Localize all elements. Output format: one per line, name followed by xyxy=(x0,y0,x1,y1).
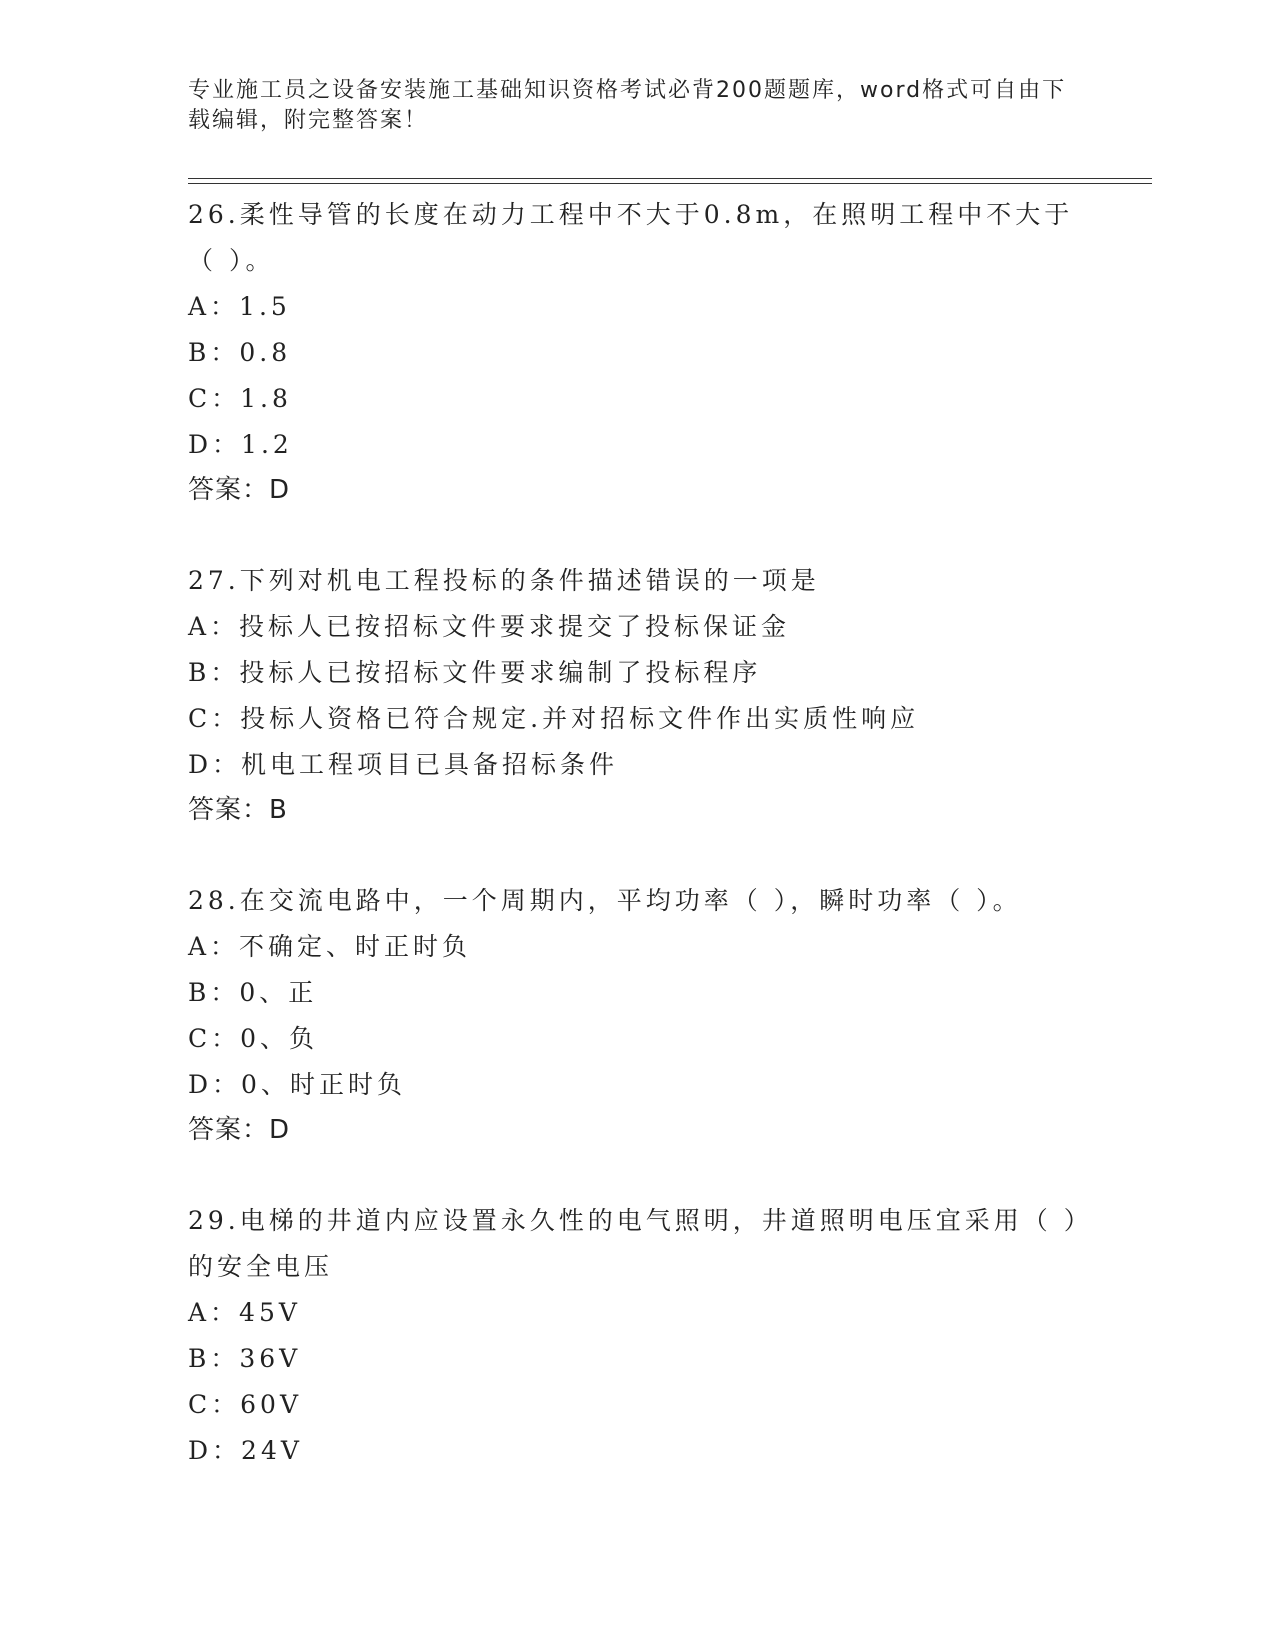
option-b: B：0.8 xyxy=(188,338,292,367)
question-29 xyxy=(188,1198,1088,1474)
option-c: C：1.8 xyxy=(188,384,292,413)
spacer xyxy=(188,512,1088,558)
question-text: 27.下列对机电工程投标的条件描述错误的一项是 xyxy=(188,566,820,595)
option-a: A：不确定、时正时负 xyxy=(188,932,472,961)
option-b: B：投标人已按招标文件要求编制了投标程序 xyxy=(188,658,762,687)
option-a: A：投标人已按招标文件要求提交了投标保证金 xyxy=(188,612,791,641)
option-b: B：0、正 xyxy=(188,978,318,1007)
spacer xyxy=(188,832,1088,878)
option-d: D：机电工程项目已具备招标条件 xyxy=(188,750,619,779)
question-list xyxy=(188,192,1088,1474)
answer: 答案：B xyxy=(188,795,288,825)
question-text: 29.电梯的井道内应设置永久性的电气照明，井道照明电压宜采用（ ）的安全电压 xyxy=(188,1206,1081,1281)
option-a: A：1.5 xyxy=(188,292,291,321)
option-d: D：1.2 xyxy=(188,430,293,459)
option-b: B：36V xyxy=(188,1344,302,1373)
option-d: D：24V xyxy=(188,1436,303,1465)
question-28 xyxy=(188,878,1088,1152)
option-d: D：0、时正时负 xyxy=(188,1070,406,1099)
question-text: 26.柔性导管的长度在动力工程中不大于0.8m，在照明工程中不大于（ ）。 xyxy=(188,200,1074,275)
question-27 xyxy=(188,558,1088,832)
option-c: C：0、负 xyxy=(188,1024,319,1053)
header-divider-top xyxy=(188,178,1152,179)
option-c: C：投标人资格已符合规定.并对招标文件作出实质性响应 xyxy=(188,704,920,733)
document-header: 专业施工员之设备安装施工基础知识资格考试必背200题题库，word格式可自由下载编辑，附完整答案！ xyxy=(188,78,1067,133)
option-c: C：60V xyxy=(188,1390,302,1419)
spacer xyxy=(188,1152,1088,1198)
question-26 xyxy=(188,192,1088,512)
question-text: 28.在交流电路中，一个周期内，平均功率（ ），瞬时功率（ ）。 xyxy=(188,886,1022,915)
answer: 答案：D xyxy=(188,475,291,505)
answer: 答案：D xyxy=(188,1115,291,1145)
header-divider-bottom xyxy=(188,183,1152,184)
option-a: A：45V xyxy=(188,1298,301,1327)
